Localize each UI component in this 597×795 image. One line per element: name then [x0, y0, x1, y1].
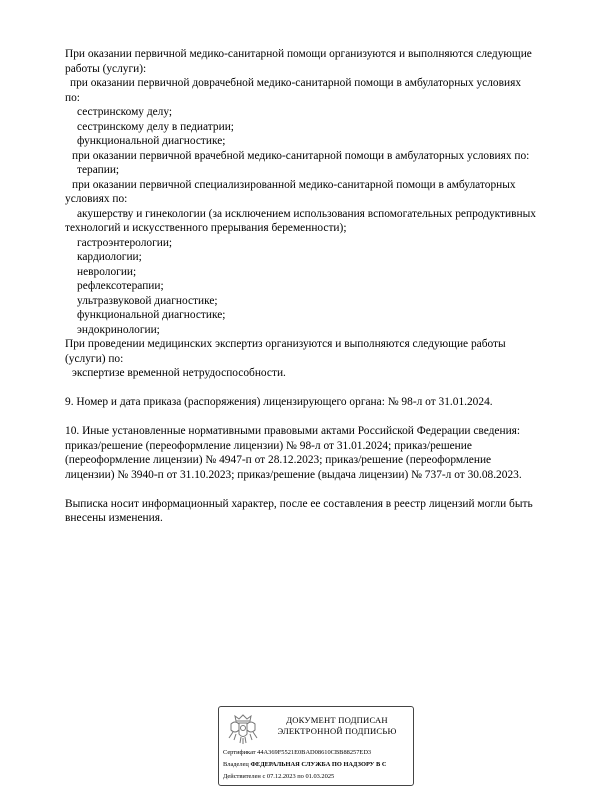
- list-item: функциональной диагностике;: [77, 135, 226, 147]
- list-item: экспертизе временной нетрудоспособности.: [72, 367, 286, 379]
- list-item: ультразвуковой диагностике;: [77, 294, 218, 307]
- list-item: неврологии;: [77, 265, 137, 278]
- note-line: Выписка носит информационный характер, после ее составления в реестр лицензий могли быть: [65, 497, 533, 510]
- list-item: акушерству и гинекологии (за исключением использования вспомогательных репродуктивных: [77, 207, 536, 220]
- paragraph-line: условиях по:: [65, 193, 128, 205]
- paragraph-line: При оказании первичной медико-санитарной помощи организуются и выполняются следующие: [65, 48, 532, 60]
- item-10-line: 10. Иные установленные нормативными правовыми актами Российской Федерации сведения:: [65, 425, 521, 437]
- validity-row: Действителен с 07.12.2023 по 01.03.2025: [223, 773, 335, 780]
- list-item: эндокринологии;: [77, 323, 160, 336]
- paragraph-line: по:: [65, 91, 80, 104]
- certificate-row: Сертификат 44A369F5521E0BAD08610CBB88257ED3: [223, 749, 372, 756]
- list-item: сестринскому делу в педиатрии;: [77, 120, 234, 133]
- paragraph-line: работы (услуги):: [65, 62, 147, 75]
- coat-of-arms-icon: [225, 710, 261, 746]
- paragraph-line: технологий и искусственного прерывания беременности);: [65, 222, 347, 234]
- document-body: [65, 47, 570, 526]
- note-line: внесены изменения.: [65, 512, 163, 524]
- list-item: гастроэнтерологии;: [77, 236, 173, 249]
- item-9-text: 9. Номер и дата приказа (распоряжения) лицензирующего органа: № 98-л от 31.01.2024.: [65, 396, 493, 408]
- paragraph-line: при оказании первичной врачебной медико-санитарной помощи в амбулаторных условиях по:: [72, 149, 530, 162]
- item-10-line: лицензии) № 3940-п от 31.10.2023; приказ/решение (выдача лицензии) № 737-л от 30.08.2023.: [65, 468, 522, 481]
- list-item: сестринскому делу;: [77, 106, 173, 118]
- paragraph-line: при оказании первичной специализированной медико-санитарной помощи в амбулаторных: [72, 178, 516, 191]
- stamp-title: ДОКУМЕНТ ПОДПИСАН ЭЛЕКТРОННОЙ ПОДПИСЬЮ: [277, 715, 397, 736]
- list-item: кардиологии;: [77, 251, 142, 263]
- owner-row: Владелец ФЕДЕРАЛЬНАЯ СЛУЖБА ПО НАДЗОРУ В С: [223, 761, 387, 768]
- paragraph-line: (услуги) по:: [65, 352, 124, 365]
- list-item: рефлексотерапии;: [77, 280, 164, 292]
- paragraph-line: при оказании первичной доврачебной медико-санитарной помощи в амбулаторных условиях: [70, 77, 522, 89]
- paragraph-line: При проведении медицинских экспертиз организуются и выполняются следующие работы: [65, 338, 506, 350]
- item-10-line: (переоформление лицензии) № 4947-п от 28.12.2023; приказ/решение (переоформление: [65, 454, 492, 466]
- list-item: терапии;: [77, 164, 120, 176]
- item-10-line: приказ/решение (переоформление лицензии) № 98-л от 31.01.2024; приказ/решение: [65, 439, 472, 452]
- electronic-signature-stamp: [218, 706, 414, 786]
- list-item: функциональной диагностике;: [77, 309, 226, 321]
